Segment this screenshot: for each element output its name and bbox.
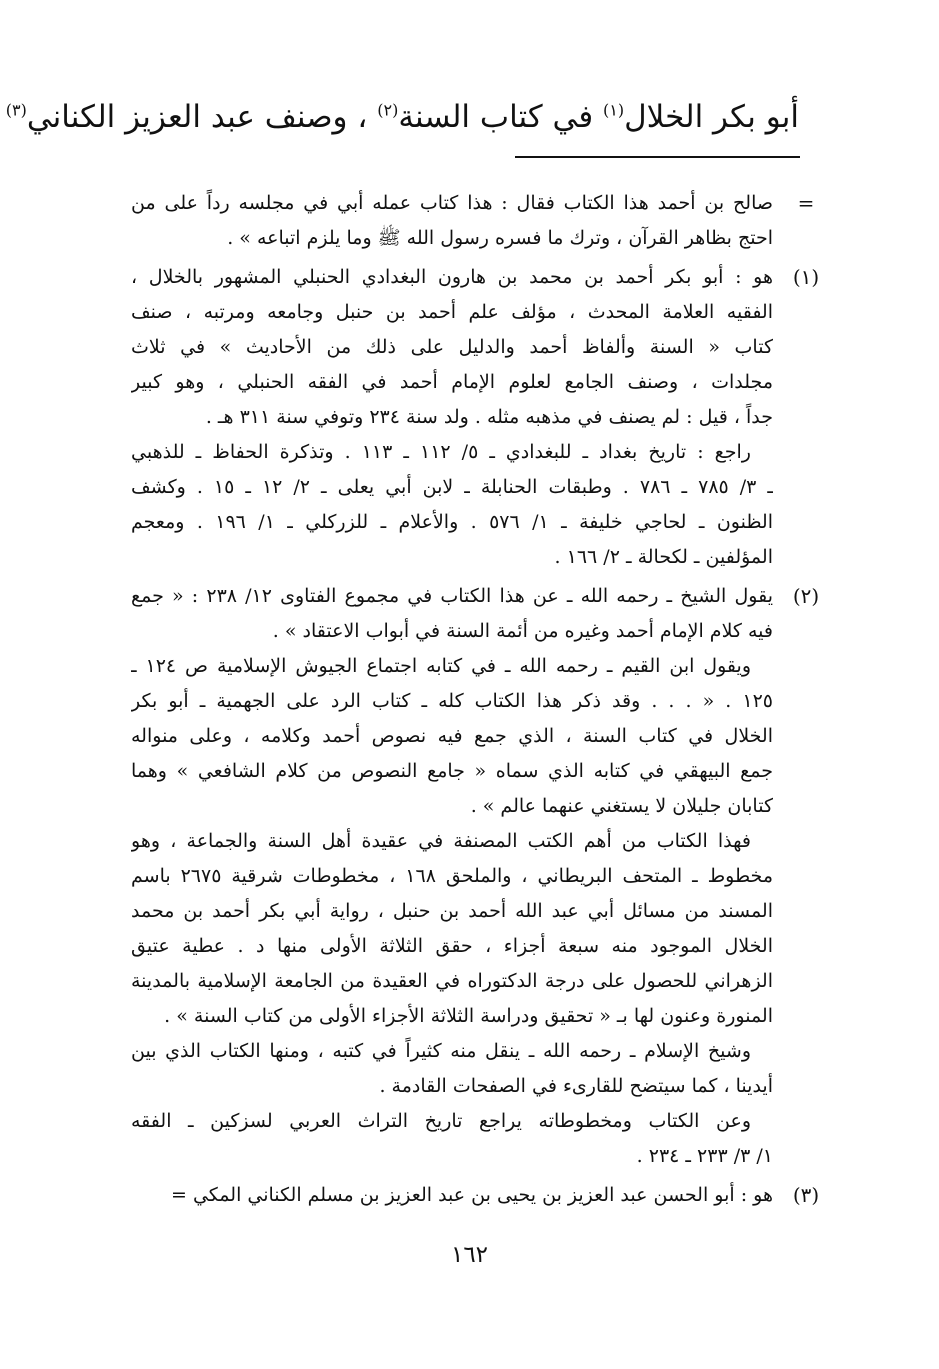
text-line: مجلدات ، وصنف الجامع لعلوم الإمام أحمد في الفقه الحنبلي ، وهو كبير	[131, 371, 773, 393]
text-line: أيدينا ، كما سيتضح للقارىء في الصفحات القادمة .	[379, 1075, 773, 1097]
text-line: راجع : تاريخ بغداد ـ للبغدادي ـ ٥/ ١١٢ ـ ١١٣ . وتذكرة الحفاظ ـ للذهبي	[131, 441, 751, 463]
footnote-marker: (٢)	[792, 584, 820, 608]
text-line: الخلال في كتاب السنة ، الذي جمع فيه نصوص أحمد وكلامه ، وعلى منواله	[131, 725, 773, 747]
footnote-marker: =	[797, 191, 815, 215]
text-line: مخطوط ـ المتحف البريطاني ، والملحق ١٦٨ ، مخطوطات شرقية ٢٦٧٥ باسم	[131, 865, 773, 887]
text-line: وعن الكتاب ومخطوطاته يراجع تاريخ التراث العربي لسزكين ـ الفقه	[131, 1110, 751, 1132]
text-line: جداً ، قيل : لم يصنف في مذهبه مثله . ولد سنة ٢٣٤ وتوفي سنة ٣١١ هـ .	[205, 406, 773, 428]
footnote-paragraph	[131, 579, 773, 649]
footnote	[131, 186, 831, 256]
text-line: يقول الشيخ ـ رحمه الله ـ عن هذا الكتاب في مجموع الفتاوى ١٢/ ٢٣٨ : « جمع	[131, 585, 773, 607]
page-header	[5, 95, 799, 139]
header-text-3: ، وصنف عبد العزيز الكناني	[26, 99, 378, 135]
text-line: الفقيه العلامة المحدث ، مؤلف علم أحمد بن حنبل وجامعه ومرتبه ، صنف	[131, 301, 773, 323]
footnote-ref-2: (٢)	[377, 100, 399, 120]
text-line: وشيخ الإسلام ـ رحمه الله ـ ينقل منه كثيراً في كتبه ، ومنها الكتاب الذي بين	[131, 1040, 751, 1062]
footnote	[131, 260, 831, 575]
footnote-paragraph	[131, 260, 773, 435]
footnote-paragraph	[131, 186, 773, 256]
text-line: ويقول ابن القيم ـ رحمه الله ـ في كتابه اجتماع الجيوش الإسلامية ص ١٢٤ ـ	[131, 655, 751, 677]
text-line: صالح بن أحمد هذا الكتاب فقال : هذا كتاب عمله أبي في مجلسه رداً على من	[131, 192, 773, 214]
text-line: المؤلفين ـ لكحالة ـ ٢/ ١٦٦ .	[554, 546, 773, 568]
page-number: ١٦٢	[450, 1242, 489, 1268]
text-line: الخلال الموجود منه سبعة أجزاء ، حقق الثلاثة الأولى منها د . عطية عتيق	[131, 935, 773, 957]
text-line: فيه كلام الإمام أحمد وغيره من أئمة السنة في أبواب الاعتقاد » .	[272, 620, 773, 642]
header-text-2: في كتاب السنة	[398, 99, 603, 135]
text-line: احتج بظاهر القرآن ، وترك ما فسره رسول الله ﷺ وما يلزم اتباعه » .	[227, 227, 773, 249]
footnotes-section	[131, 186, 831, 1217]
footnote-marker: (١)	[792, 265, 820, 289]
footnote-paragraph	[131, 1104, 773, 1174]
header-text-1: أبو بكر الخلال	[624, 99, 799, 135]
text-line: كتابان جليلان لا يستغني عنهما عالم » .	[470, 795, 773, 817]
text-line: هو : أبو الحسن عبد العزيز بن يحيى بن عبد العزيز بن مسلم الكناني المكي =	[171, 1184, 773, 1206]
text-line: ـ ٣/ ٧٨٥ ـ ٧٨٦ . وطبقات الحنابلة ـ لابن أبي يعلى ـ ٢/ ١٢ ـ ١٥ . وكشف	[131, 476, 773, 498]
text-line: ١/ ٣/ ٢٣٣ ـ ٢٣٤ .	[636, 1145, 773, 1167]
footnote-paragraph	[131, 1178, 773, 1213]
footnote	[131, 1178, 831, 1213]
footnote-marker: (٣)	[792, 1183, 820, 1207]
footnote-paragraph	[131, 824, 773, 1034]
text-line: الزهراني للحصول على درجة الدكتوراه في العقيدة من الجامعة الإسلامية بالمدينة	[131, 970, 773, 992]
footnote-paragraph	[131, 649, 773, 824]
text-line: ١٢٥ . « . . . وقد ذكر هذا الكتاب كله ـ كتاب الرد على الجهمية ـ أبو بكر	[131, 690, 773, 712]
footnote-paragraph	[131, 435, 773, 575]
text-line: فهذا الكتاب من أهم الكتب المصنفة في عقيدة أهل السنة والجماعة ، وهو	[131, 830, 751, 852]
header-divider	[515, 156, 800, 158]
footnote	[131, 579, 831, 1174]
text-line: هو : أبو بكر أحمد بن محمد بن هارون البغدادي الحنبلي المشهور بالخلال ،	[131, 266, 773, 288]
text-line: المسند من مسائل أبي عبد الله أحمد بن حنبل ، رواية أبي بكر أحمد بن محمد	[131, 900, 773, 922]
footnote-paragraph	[131, 1034, 773, 1104]
text-line: الظنون ـ لحاجي خليفة ـ ١/ ٥٧٦ . والأعلام ـ للزركلي ـ ١/ ١٩٦ . ومعجم	[131, 511, 773, 533]
text-line: المنورة وعنون لها بـ « تحقيق ودراسة الثلاثة الأجزاء الأولى من كتاب السنة » .	[164, 1005, 773, 1027]
footnote-ref-1: (١)	[603, 100, 625, 120]
footnote-ref-3: (٣)	[5, 100, 27, 120]
text-line: كتاب « السنة وألفاظ أحمد والدليل على ذلك من الأحاديث » في ثلاث	[131, 336, 773, 358]
text-line: جمع البيهقي في كتابه الذي سماه « جامع النصوص من كلام الشافعي » وهما	[131, 760, 773, 782]
